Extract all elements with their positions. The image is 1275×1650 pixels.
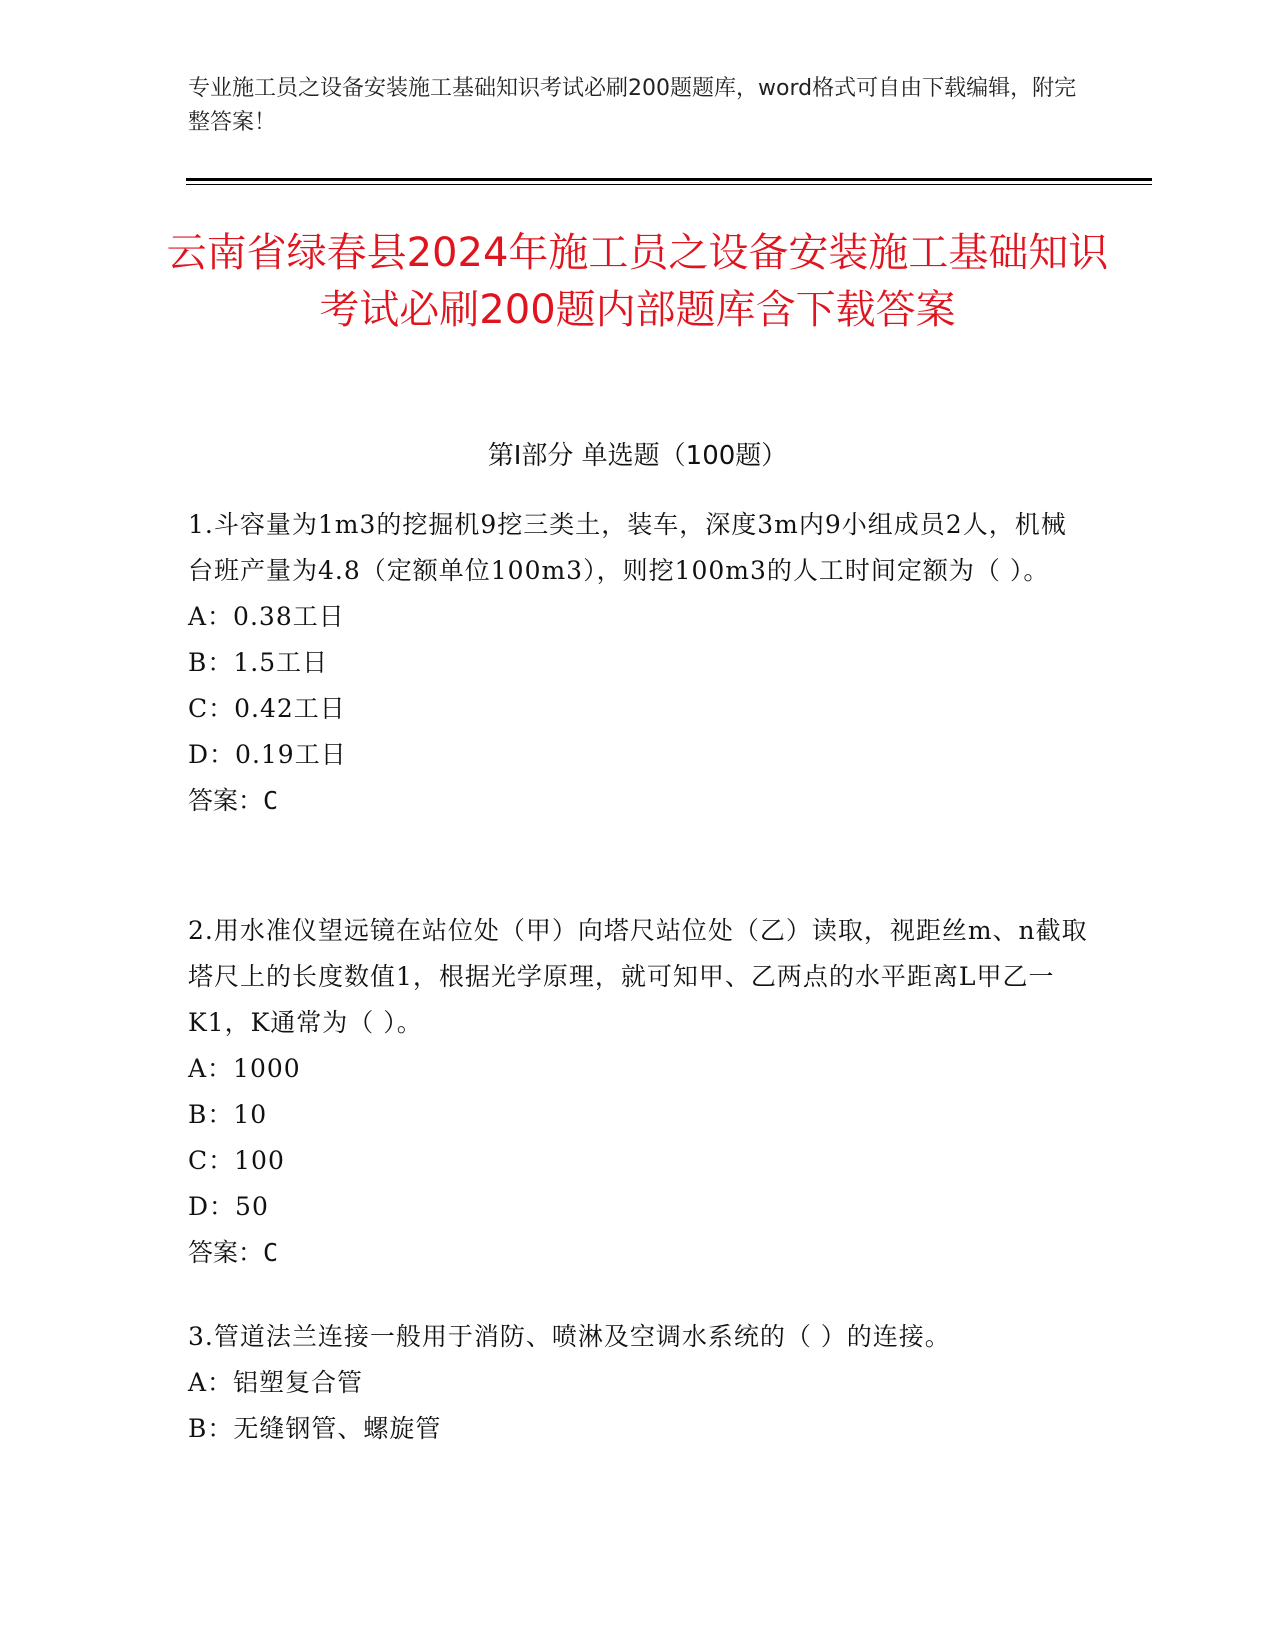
section-heading: 第Ⅰ部分 单选题（100题） [487, 441, 788, 471]
question-1 [188, 502, 1088, 824]
answer-line [188, 1230, 1088, 1276]
question-stem: 1.斗容量为1m3的挖掘机9挖三类土，装车，深度3m内9小组成员2人，机械台班产量为4.8（定额单位100m3），则挖100m3的人工时间定额为（ ）。 [188, 510, 1067, 585]
option-d: D：50 [188, 1192, 269, 1221]
question-2 [188, 908, 1088, 1276]
option-b: B：10 [188, 1100, 268, 1129]
answer-value: C [263, 786, 279, 815]
header-note: 专业施工员之设备安装施工基础知识考试必刷200题题库，word格式可自由下载编辑，附完整答案！ [188, 76, 1077, 135]
answer-value: C [263, 1238, 279, 1267]
answer-label: 答案： [188, 786, 264, 815]
question-stem: 2.用水准仪望远镜在站位处（甲）向塔尺站位处（乙）读取，视距丝m、n截取塔尺上的长度数值1，根据光学原理，就可知甲、乙两点的水平距离L甲乙一K1，K通常为（ ）。 [188, 916, 1088, 1037]
option-a: A：铝塑复合管 [188, 1368, 364, 1397]
question-3 [188, 1314, 1088, 1452]
option-a: A：0.38工日 [188, 602, 345, 631]
answer-label: 答案： [188, 1238, 264, 1267]
document-title: 云南省绿春县2024年施工员之设备安装施工基础知识考试必刷200题内部题库含下载答案 [166, 230, 1109, 333]
option-d: D：0.19工日 [188, 740, 347, 769]
answer-line [188, 778, 1088, 824]
question-stem: 3.管道法兰连接一般用于消防、喷淋及空调水系统的（ ）的连接。 [188, 1322, 951, 1351]
option-b: B：1.5工日 [188, 648, 329, 677]
header-divider-thick [186, 178, 1152, 181]
option-a: A：1000 [188, 1054, 301, 1083]
header-divider-thin [186, 184, 1152, 185]
option-c: C：0.42工日 [188, 694, 346, 723]
option-b: B：无缝钢管、螺旋管 [188, 1414, 442, 1443]
option-c: C：100 [188, 1146, 285, 1175]
